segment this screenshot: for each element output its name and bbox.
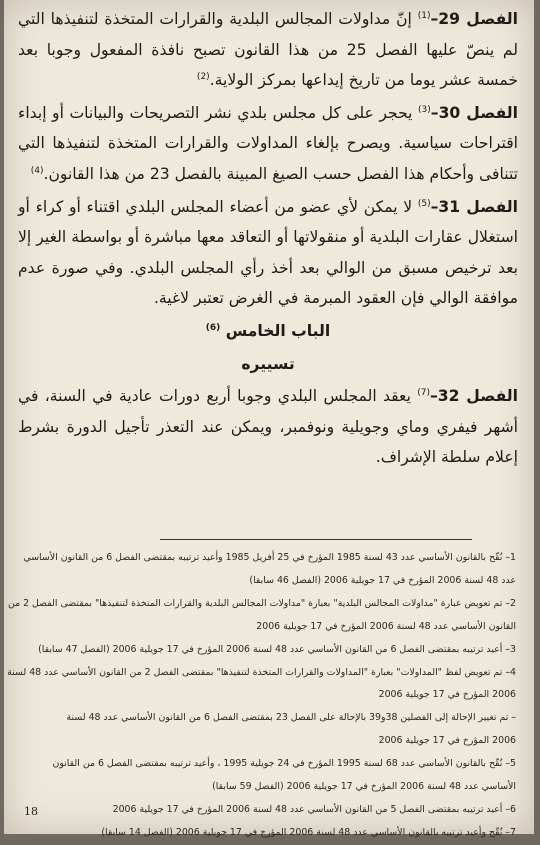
main-text [18,4,518,475]
footnote-line: 2006 المؤرخ في 17 جويلية 2006 [378,735,516,747]
article-heading: الفصل 30– [430,103,518,122]
footnote-line: 3– أعيد ترتيبه بمقتضى الفصل 6 من القانون الأساسي عدد 48 لسنة 2006 المؤرخ في 17 جويلية 2006 (الفصل 47 سابقا) [38,643,516,655]
footnote-ref: (1) [417,10,431,21]
article-text: لا يمكن لأي عضو من أعضاء المجلس البلدي اقتناء أو كراء أو استغلال عقارات البلدية أو منقولاتها أو التعاقد معها مباشرة أو بواسطة الغير إلا بعد ترخيص مسبق من الوالي بعد أخذ رأي المجلس البلدي. وفي صورة عدم موافقة الوالي فإن العقود المبرمة في الغرض تعتبر لاغية. [18,197,518,308]
footnote-ref: (4) [30,165,44,176]
article-text: يعقد المجلس البلدي وجوبا أربع دورات عادية في السنة، في أشهر فيفري وماي وجويلية ونوفمبر، ويمكن عند التعذر تأجيل الدورة بشرط إعلام سلطة الإشراف. [18,387,518,467]
footnote-line: 6– أعيد ترتيبه بمقتضى الفصل 5 من القانون الأساسي عدد 48 لسنة 2006 المؤرخ في 17 جويلية 2006 [112,803,516,815]
footnote-ref: (6) [205,322,221,333]
footnote-ref: (7) [417,387,430,398]
footnote-ref: (2) [196,72,210,82]
footnote-line: القانون الأساسي عدد 48 لسنة 2006 المؤرخ في 17 جويلية 2006 [256,620,516,632]
paragraph-article-32 [18,381,518,473]
article-heading: الفصل 29– [430,10,518,28]
page-number: 18 [24,805,38,818]
footnotes [7,547,516,845]
footnote-line: 5– نُقّح بالقانون الأساسي عدد 68 لسنة 1995 المؤرخ في 24 جويلية 1995 ، وأعيد ترتيبه بمقتضى الفصل 6 من القانون [52,758,516,770]
paragraph-article-30 [18,98,518,190]
section-subtitle: تسييره [241,354,295,373]
footnote-ref: (3) [418,104,431,115]
footnote-line: 7– نُقّح وأعيد ترتيبه بالقانون الأساسي عدد 48 لسنة 2006 المؤرخ في 17 جويلية 2006 (الفصل 14 سابقا) [101,826,516,838]
article-heading: الفصل 32– [430,387,519,406]
footnote-line: 2– تم تعويض عبارة "مداولات المجالس البلدية" بعبارة "مداولات المجالس البلدية والقرارات المتخذة لتنفيذها" بمقتضى الفصل 2 من [7,597,516,609]
article-heading: الفصل 31– [430,197,518,216]
paragraph-article-29 [18,4,518,96]
footnote-ref: (5) [417,198,431,209]
section-title [18,316,518,347]
footnote-line: – تم تغيير الإحالة إلى الفصلين 38و39 بالإحالة على الفصل 23 بمقتضى الفصل 6 من القانون الأساسي عدد 48 لسنة [66,712,516,724]
article-text: يحجر على كل مجلس بلدي نشر التصريحات والبيانات أو إبداء اقتراحات سياسية. ويصرح بإلغاء المداولات والقرارات المتخذة لتنفيذها التي تتنافى وأحكام هذا الفصل حسب الصيغ المبينة بالفصل 23 من هذا القانون. [18,103,518,183]
footnote-line: عدد 48 لسنة 2006 المؤرخ في 17 جويلية 2006 (الفصل 46 سابقا) [249,574,516,586]
article-text: إنّ مداولات المجالس البلدية والقرارات المتخذة لتنفيذها التي لم ينصّ عليها الفصل 25 من هذا القانون تصبح نافذة المفعول وجوبا بعد خمسة عشر يوما من تاريخ إيداعها بمركز الولاية. [18,10,518,90]
paragraph-article-31 [18,192,518,314]
footnote-line: 1– نُقّح بالقانون الأساسي عدد 43 لسنة 1985 المؤرخ في 25 أفريل 1985 وأعيد ترتيبه بمقتضى الفصل 6 من القانون الأساسي [23,552,516,563]
footnote-line: 2006 المؤرخ في 17 جويلية 2006 [378,689,516,701]
section-title-text: الباب الخامس [225,321,331,340]
footnote-divider [160,539,472,540]
footnote-line: الأساسي عدد 48 لسنة 2006 المؤرخ في 17 جويلية 2006 (الفصل 59 سابقا) [212,781,516,793]
document-page [4,0,534,838]
footnote-line: 4– تم تعويض لفظ "المداولات" بعبارة "المداولات والقرارات المتخذة لتنفيذها" بمقتضى الفصل 2 من القانون الأساسي عدد 48 لسنة [7,666,516,678]
